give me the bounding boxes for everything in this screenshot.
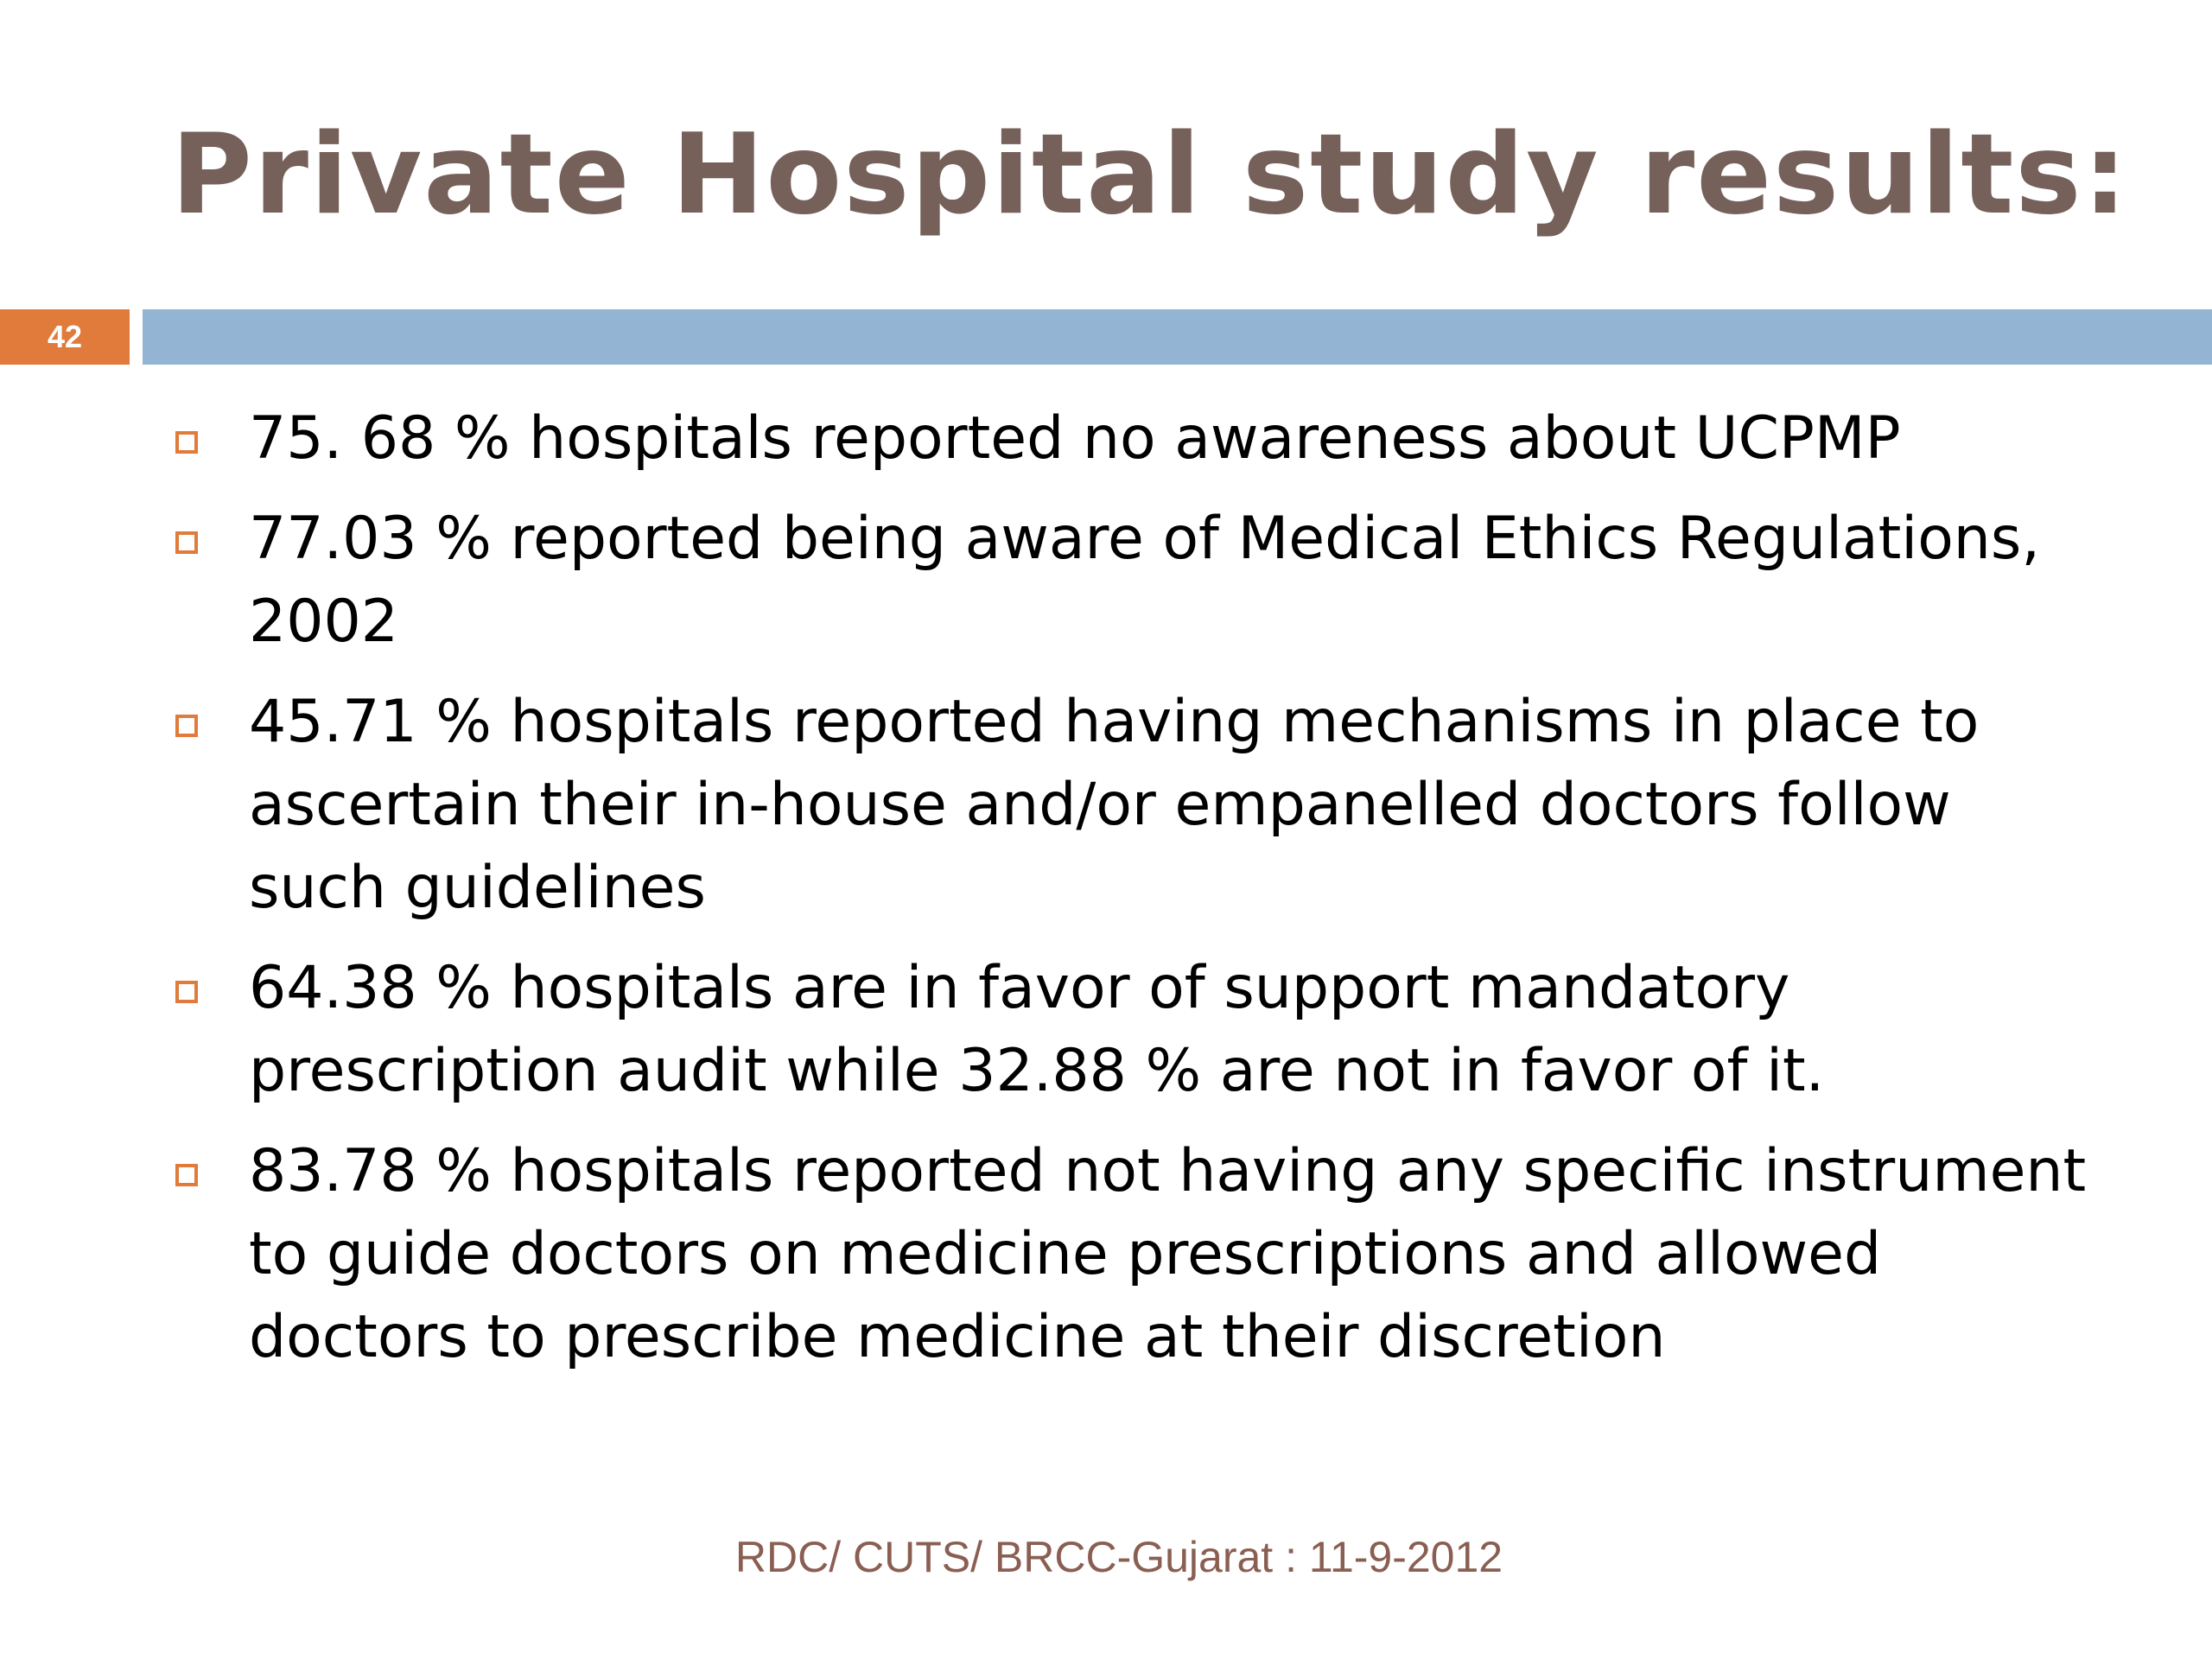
hollow-square-bullet-icon [175,981,198,1003]
bullet-text: 64.38 % hospitals are in favor of support mandatory prescription audit while 32.88 % are not in favor of it. [249,954,1825,1105]
hollow-square-bullet-icon [175,431,198,454]
slide-title: Private Hospital study results: [171,111,2129,239]
bullet-item [171,947,2098,1113]
hollow-square-bullet-icon [175,1164,198,1186]
header-divider-bar [143,309,2212,365]
slide-footer: RDC/ CUTS/ BRCC-Gujarat : 11-9-2012 [734,1533,1503,1581]
bullet-list [171,397,2098,1396]
bullet-item [171,681,2098,930]
bullet-item [171,498,2098,664]
hollow-square-bullet-icon [175,715,198,737]
bullet-text: 77.03 % reported being aware of Medical Ethics Regulations, 2002 [249,505,2040,656]
bullet-text: 83.78 % hospitals reported not having any specific instrument to guide doctors on medicine prescriptions and allowed doctors to prescribe medicine at their discretion [249,1137,2087,1371]
slide-number-badge: 42 [0,309,130,365]
bullet-item [171,1130,2098,1379]
bullet-text: 75. 68 % hospitals reported no awareness about UCPMP [249,404,1901,473]
bullet-text: 45.71 % hospitals reported having mechanisms in place to ascertain their in-house and/or empanelled doctors follow such guidelines [249,688,1980,922]
hollow-square-bullet-icon [175,531,198,554]
bullet-item [171,397,2098,480]
